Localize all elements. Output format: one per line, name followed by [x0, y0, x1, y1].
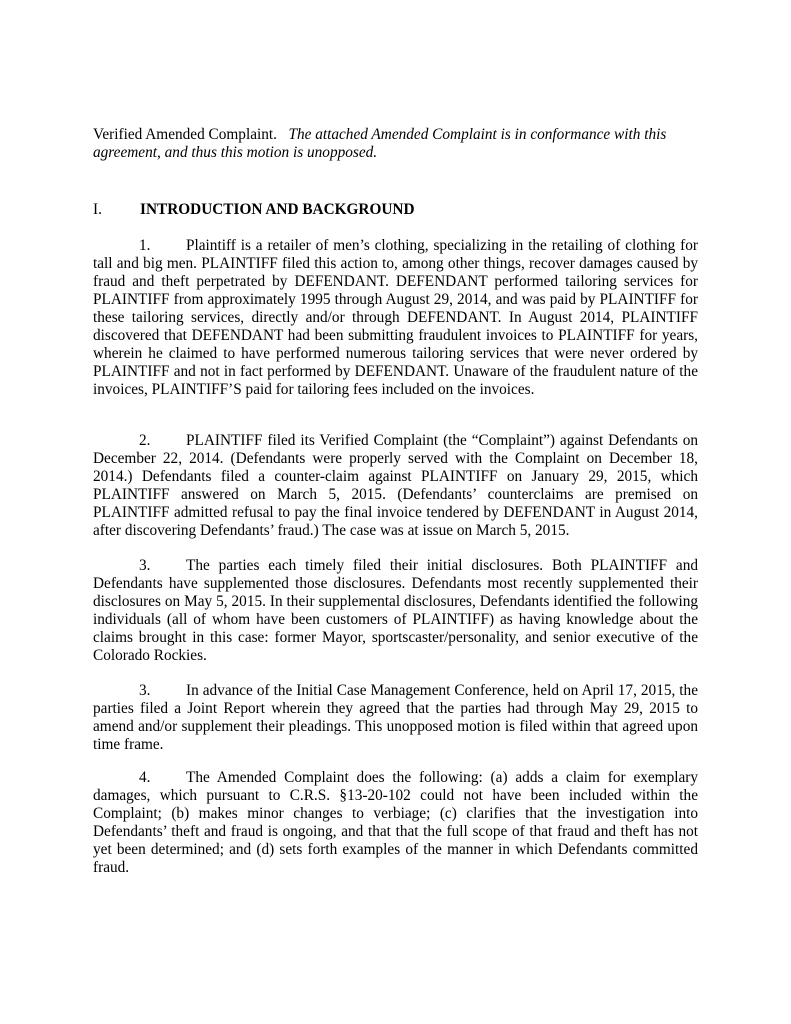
- paragraph-text: In advance of the Initial Case Management Conference, held on April 17, 2015, the parties filed a Joint Report wherein they agreed that the parties had through May 29, 2015 to amend and/or supplement their pleadings. This unopposed motion is filed within that agreed upon time frame.: [93, 682, 698, 753]
- intro-lead: Verified Amended Complaint.: [93, 126, 277, 143]
- intro-paragraph: [93, 126, 703, 162]
- paragraph-text: Plaintiff is a retailer of men’s clothing, specializing in the retailing of clothing for tall and big men. PLAINTIFF filed this action to, among other things, recover damages caused by fraud and theft perpetrated by DEFENDANT. DEFENDANT performed tailoring services for PLAINTIFF from approximately 1995 through August 29, 2014, and was paid by PLAINTIFF for these tailoring services, directly and/or through DEFENDANT. In August 2014, PLAINTIFF discovered that DEFENDANT had been submitting fraudulent invoices to PLAINTIFF for years, wherein he claimed to have performed numerous tailoring services that were never ordered by PLAINTIFF and not in fact performed by DEFENDANT. Unaware of the fraudulent nature of the invoices, PLAINTIFF’S paid for tailoring fees included on the invoices.: [93, 237, 698, 398]
- paragraph-number: 3.: [139, 557, 151, 574]
- paragraph-text: The parties each timely filed their initial disclosures. Both PLAINTIFF and Defendants have supplemented those disclosures. Defendants most recently supplemented their disclosures on May 5, 2015. In their supplemental disclosures, Defendants identified the following individuals (all of whom have been customers of PLAINTIFF) as having knowledge about the claims brought in this case: former Mayor, sportscaster/personality, and senior executive of the Colorado Rockies.: [93, 557, 698, 664]
- paragraph-4: [93, 682, 698, 754]
- paragraph-number: 4.: [139, 769, 151, 786]
- paragraph-text: PLAINTIFF filed its Verified Complaint (the “Complaint”) against Defendants on December 22, 2014. (Defendants were properly served with the Complaint on December 18, 2014.) Defendants filed a counter-claim against PLAINTIFF on January 29, 2015, which PLAINTIFF answered on March 5, 2015. (Defendants’ counterclaims are premised on PLAINTIFF admitted refusal to pay the final invoice tendered by DEFENDANT in August 2014, after discovering Defendants’ fraud.) The case was at issue on March 5, 2015.: [93, 432, 698, 539]
- section-title: INTRODUCTION AND BACKGROUND: [140, 201, 415, 218]
- paragraph-3: [93, 557, 698, 665]
- section-heading: [93, 201, 703, 219]
- section-number: I.: [93, 201, 102, 218]
- paragraph-text: The Amended Complaint does the following: (a) adds a claim for exemplary damages, which pursuant to C.R.S. §13-20-102 could not have been included within the Complaint; (b) makes minor changes to verbiage; (c) clarifies that the investigation into Defendants’ theft and fraud is ongoing, and that that the full scope of that fraud and theft has not yet been determined; and (d) sets forth examples of the manner in which Defendants committed fraud.: [93, 769, 698, 876]
- paragraph-5: [93, 769, 698, 877]
- paragraph-number: 3.: [139, 682, 151, 699]
- paragraph-number: 1.: [139, 237, 151, 254]
- paragraph-1: [93, 237, 698, 399]
- intro-italic-note: The attached Amended Complaint is in conformance with this agreement, and thus this motion is unopposed.: [93, 126, 667, 161]
- paragraph-2: [93, 432, 698, 540]
- paragraph-number: 2.: [139, 432, 151, 449]
